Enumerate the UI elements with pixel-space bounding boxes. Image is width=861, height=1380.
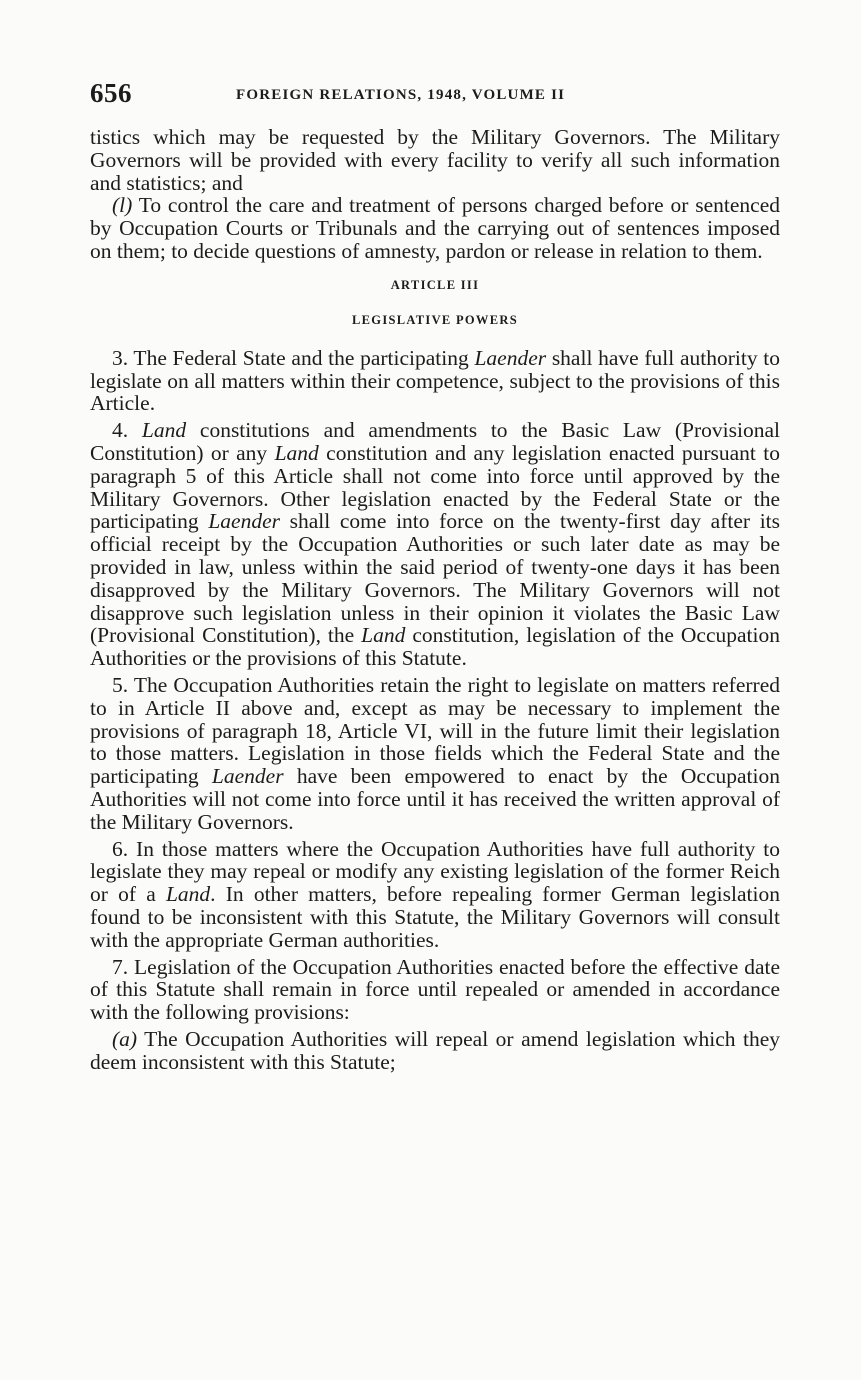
p4-text-g: shall come into force on the twenty-first day after its official receipt by the Occupation Authorities or such later date as may be provided in law, unless within the said period of twenty-one days it has been disapproved by the Military Governors. The Military Governors will not disapprove such legislation unless in their opinion it violates the Basic Law (Provisional Constitution), the [90, 509, 781, 648]
paragraph-3 [90, 347, 780, 415]
item-marker-l: (l) [112, 193, 133, 218]
p3-text-a: 3. The Federal State and the participating [112, 345, 475, 370]
item-text-l: To control the care and treatment of persons charged before or sentenced by Occupation Courts or Tribunals and the carrying out of sentences imposed on them; to decide questions of amnesty, pardon or release in relation to them. [90, 193, 780, 263]
item-text-a: The Occupation Authorities will repeal or amend legislation which they deem inconsistent with this Statute; [90, 1026, 780, 1074]
p4-text-f: Laender [208, 509, 280, 534]
p6-text-a: 6. In those matters where the Occupation Authorities have full authority to legislate they may repeal or modify any existing legislation of the former Reich or of a [90, 836, 780, 907]
p5-text-c: have been empowered to enact by the Occupation Authorities will not come into force until it has received the written approval of the Military Governors. [90, 764, 781, 834]
paragraph-5 [90, 674, 780, 834]
p4-text-e: constitution and any legislation enacted pursuant to paragraph 5 of this Article shall not come into force until approved by the Military Governors. Other legislation enacted by the Federal State or the participating [90, 440, 780, 534]
paragraph-4 [90, 419, 780, 670]
paragraph-7: 7. Legislation of the Occupation Authorities enacted before the effective date of this Statute shall remain in force until repealed or amended in accordance with the following provisions: [90, 954, 780, 1025]
p4-text-d: Land [274, 440, 319, 465]
page-header [90, 78, 780, 112]
p6-text-c: . In other matters, before repealing former German legislation found to be inconsistent with this Statute, the Military Governors will consult with the appropriate German authorities. [90, 882, 780, 952]
paragraph-item-l [90, 194, 780, 262]
item-marker-a: (a) [112, 1026, 138, 1051]
body-text [90, 126, 780, 1073]
running-head: FOREIGN RELATIONS, 1948, VOLUME II [236, 87, 566, 103]
p6-text-b: Land [165, 882, 211, 907]
p5-text-b: Laender [211, 764, 284, 789]
p4-text-h: Land [361, 623, 406, 648]
p3-text-b: Laender [474, 345, 547, 370]
paragraph-continuation: tistics which may be requested by the Military Governors. The Military Governors will be provided with every facility to verify all such information and statistics; and [90, 125, 780, 195]
p5-text-a: 5. The Occupation Authorities retain the right to legislate on matters referred to in Article II above and, except as may be necessary to implement the provisions of paragraph 18, Article VI, will in the future limit their legislation to those matters. Legislation in those fields which the Federal State and the participating [90, 672, 780, 789]
page-number: 656 [90, 78, 132, 108]
paragraph-6 [90, 838, 780, 952]
p3-text-c: shall have full authority to legislate on all matters within their competence, subject to the provisions of this Article. [90, 345, 780, 416]
section-heading: LEGISLATIVE POWERS [352, 312, 518, 327]
p4-text-i: constitution, legislation of the Occupation Authorities or the provisions of this Statute. [90, 623, 780, 671]
article-heading: ARTICLE III [390, 277, 480, 292]
paragraph-7a [90, 1028, 780, 1074]
p4-text-c: constitutions and amendments to the Basic Law (Provisional Constitution) or any [90, 418, 780, 465]
p4-text-b: Land [141, 418, 187, 443]
p4-text-a: 4. [112, 418, 142, 443]
